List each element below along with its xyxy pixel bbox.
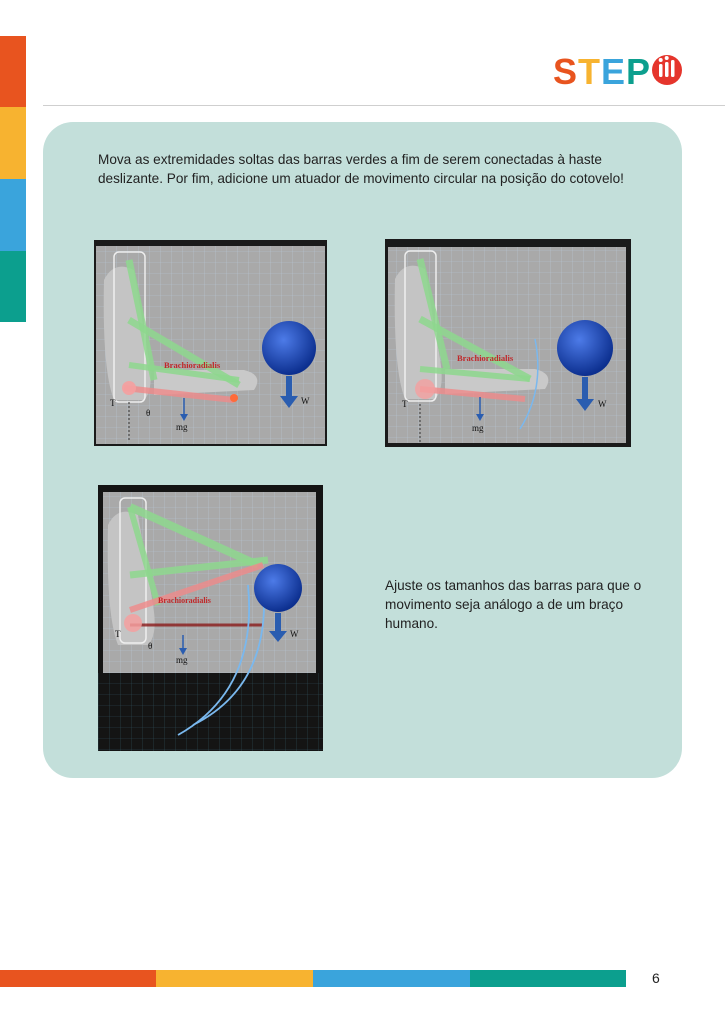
step-logo bbox=[553, 50, 685, 92]
side-strip-blue bbox=[0, 179, 26, 251]
side-strip-teal bbox=[0, 251, 26, 322]
svg-text:STEP: STEP bbox=[553, 51, 652, 92]
simulation-screenshot-2 bbox=[385, 239, 631, 447]
fig2-muscle-label: Brachioradialis bbox=[457, 353, 514, 363]
fig1-joint-label: T bbox=[110, 398, 116, 408]
header-divider bbox=[43, 105, 725, 106]
fig1-angle-label: θ bbox=[146, 408, 151, 418]
bottom-strip-orange bbox=[0, 970, 156, 987]
bottom-strip-blue bbox=[313, 970, 470, 987]
bottom-strip-teal bbox=[470, 970, 626, 987]
page-number: 6 bbox=[652, 970, 660, 986]
fig3-joint-label: T bbox=[115, 629, 121, 639]
side-strip-orange bbox=[0, 36, 26, 107]
fig3-muscle-label: Brachioradialis bbox=[158, 596, 211, 605]
fig1-weight-label: W bbox=[301, 396, 310, 406]
fig2-gravity-label: mg bbox=[472, 423, 484, 433]
fig2-joint-label: T bbox=[402, 399, 408, 409]
bottom-strip-yellow bbox=[156, 970, 313, 987]
simulation-screenshot-3 bbox=[98, 485, 323, 751]
simulation-screenshot-1 bbox=[94, 240, 327, 446]
fig1-muscle-label: Brachioradialis bbox=[164, 360, 221, 370]
fig3-gravity-label: mg bbox=[176, 655, 188, 665]
fig3-angle-label: θ bbox=[148, 641, 153, 651]
adjust-note-text: Ajuste os tamanhos das barras para que o movimento seja análogo a de um braço humano. bbox=[385, 578, 642, 631]
instructions-text: Mova as extremidades soltas das barras verdes a fim de serem conectadas à haste deslizante. Por fim, adicione um atuador de movimento circular na posição do cotovelo! bbox=[98, 152, 624, 186]
fig1-gravity-label: mg bbox=[176, 422, 188, 432]
fig3-weight-label: W bbox=[290, 629, 299, 639]
fig2-weight-label: W bbox=[598, 399, 607, 409]
side-strip-yellow bbox=[0, 107, 26, 179]
